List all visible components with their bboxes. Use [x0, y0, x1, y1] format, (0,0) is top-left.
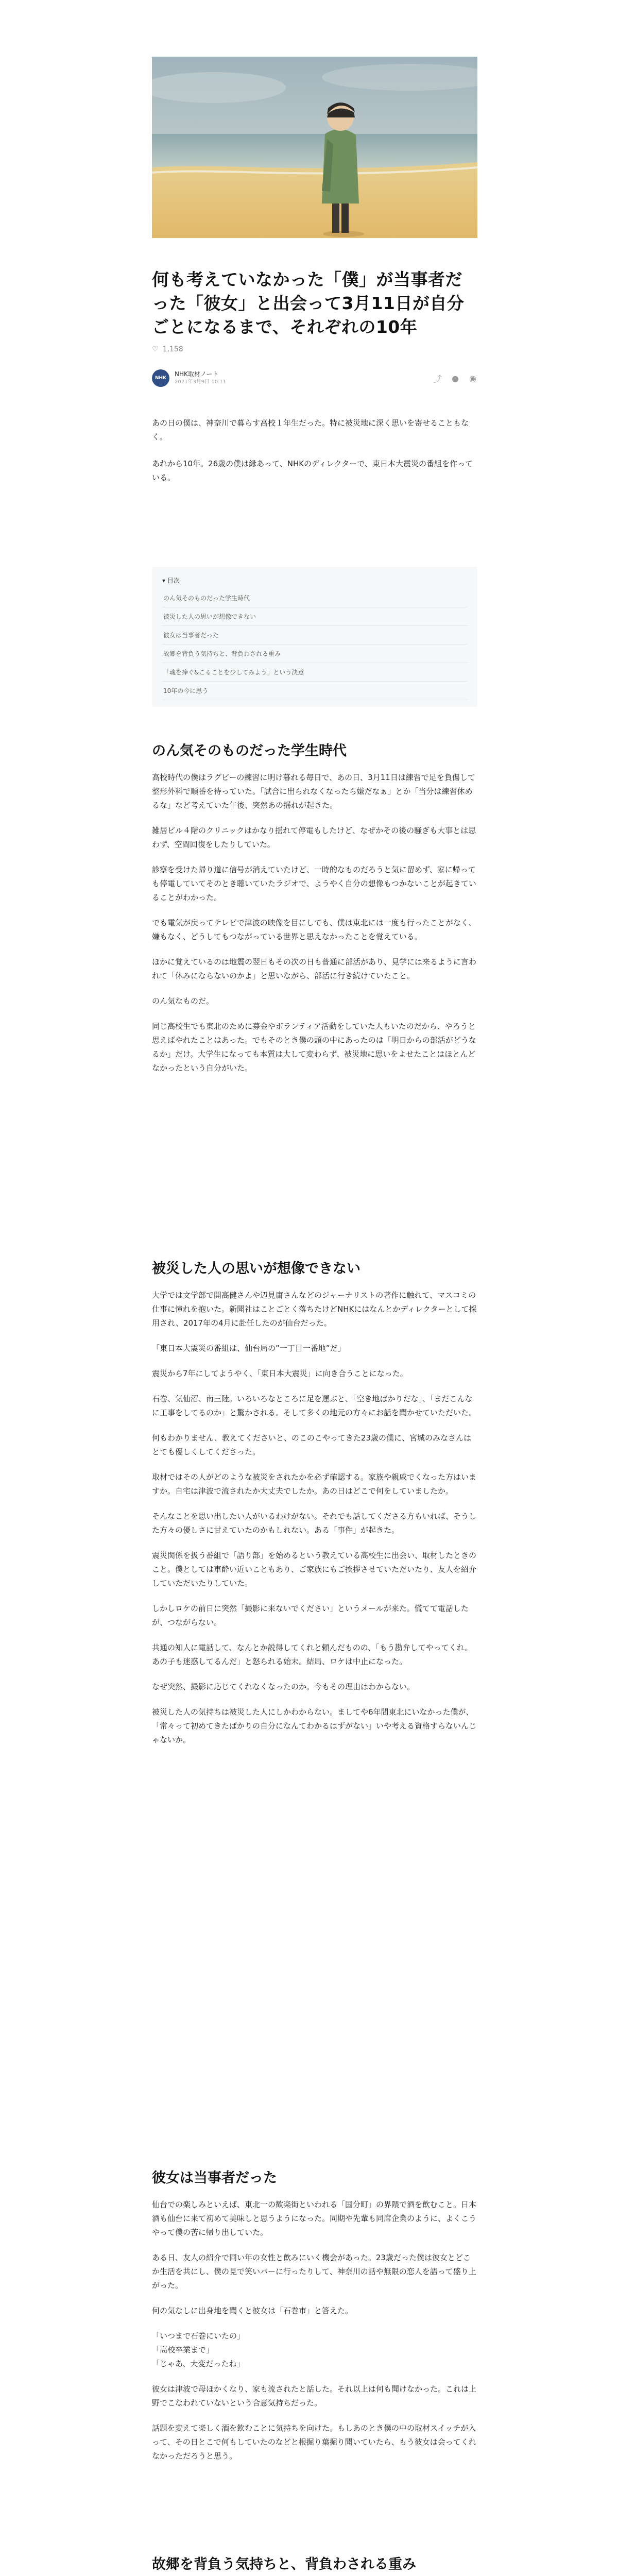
facebook-icon[interactable]: ●: [452, 373, 459, 383]
section-student-days: [152, 742, 477, 1087]
author-name[interactable]: NHK取材ノート: [175, 370, 219, 378]
share-icon[interactable]: ⤴: [433, 374, 442, 384]
like-counter[interactable]: [152, 345, 183, 353]
body-paragraph: なぜ突然、撮影に応じてくれなくなったのか。今もその理由はわからない。: [152, 1682, 415, 1691]
body-paragraph: 何の気なしに出身地を聞くと彼女は「石巻市」と答えた。: [152, 2306, 353, 2315]
body-paragraph: 共通の知人に電話して、なんとか説得してくれと頼んだものの、「もう勘弁してやってくれ。あの子も迷惑してるんだ」と怒られる始末。結局、ロケは中止になった。: [152, 1643, 473, 1666]
section-heading: 彼女は当事者だった: [152, 2170, 277, 2186]
article-meta: [152, 367, 477, 389]
intro-paragraph: あの日の僕は、神奈川で暮らす高校１年生だった。特に被災地に深く思いを寄せることもなく。: [152, 418, 469, 442]
twitter-icon[interactable]: ◉: [469, 373, 476, 383]
body-paragraph: のん気なものだ。: [152, 996, 214, 1006]
toc-item[interactable]: 被災した人の思いが想像できない: [162, 607, 467, 626]
publish-date: 2021年3月9日 10:11: [175, 379, 227, 385]
body-paragraph: 石巻、気仙沼、南三陸。いろいろなところに足を運ぶと、「空き地ばかりだな」、「まだこんなに工事をしてるのか」と驚かされる。そして多くの地元の方々にお話を聞かせていただいた。: [152, 1394, 477, 1417]
section-cannot-imagine: [152, 1260, 477, 1758]
body-paragraph: しかしロケの前日に突然「撮影に来ないでください」というメールが来た。慌てて電話したが、つながらない。: [152, 1604, 469, 1627]
like-count: 1,158: [162, 345, 183, 353]
section-heading: 被災した人の思いが想像できない: [152, 1261, 360, 1277]
intro-paragraph: あれから10年。26歳の僕は縁あって、NHKのディレクターで、東日本大震災の番組を作っている。: [152, 459, 473, 482]
section-she-was-affected: [152, 2169, 477, 2475]
body-paragraph: 同じ高校生でも東北のために募金やボランティア活動をしていた人もいたのだから、やろうと思えばやれたことはあった。でもそのとき僕の頭の中にあったのは「明日からの部活がどうなるか」だけ。大学生になっても本質は大して変わらず、被災地に思いをよせたことはほとんどなかったという自分がいた。: [152, 1022, 476, 1073]
author-avatar[interactable]: NHK: [152, 369, 169, 387]
section-heading: のん気そのものだった学生時代: [152, 743, 347, 759]
body-paragraph: 「いつまで石巻にいたの」 「高校卒業まで」 「じゃあ、大変だったね」: [152, 2331, 245, 2368]
share-buttons: [433, 372, 477, 384]
toc-item[interactable]: 10年の今に思う: [162, 682, 467, 700]
toc-item[interactable]: 彼女は当事者だった: [162, 626, 467, 645]
body-paragraph: 雑居ビル４階のクリニックはかなり揺れて停電もしたけど、なぜかその後の騒ぎも大事とは思わず、空間回復をしたりしていた。: [152, 826, 476, 849]
body-paragraph: 「東日本大震災の番組は、仙台局の”一丁目一番地”だ」: [152, 1344, 346, 1353]
body-paragraph: 何もわかりません、教えてくださいと、のこのこやってきた23歳の僕に、宮城のみなさんはとても優しくしてくださった。: [152, 1433, 471, 1456]
toc-heading[interactable]: ▾ 目次: [162, 577, 180, 584]
body-paragraph: 彼女は津波で母ほかくなり、家も流されたと話した。それ以上は何も聞けなかった。これは上野でこなわれていないという合意気持ちだった。: [152, 2384, 477, 2408]
body-paragraph: 高校時代の僕はラグビーの練習に明け暮れる毎日で、あの日、3月11日は練習で足を負傷して整形外科で順番を待っていた。「試合に出られなくなったら嫌だなぁ」とか「当分は練習休めるな」など考えていた午後、突然あの揺れが起きた。: [152, 773, 475, 810]
body-paragraph: 診察を受けた帰り道に信号が消えていたけど、一時的なものだろうと気に留めず、家に帰っても停電していてそのとき聴いていたラジオで、ようやく自分の想像もつかないことが起きていることがわかった。: [152, 865, 476, 902]
article-title: 何も考えていなかった「僕」が当事者だった「彼女」と出会って3月11日が自分ごとになるまで、それぞれの10年: [152, 269, 465, 337]
toc-item[interactable]: のん気そのものだった学生時代: [162, 589, 467, 607]
toc-item[interactable]: 故郷を背負う気持ちと、背負わされる重み: [162, 645, 467, 663]
author-block: [175, 370, 226, 386]
body-paragraph: 取材ではその人がどのような被災をされたかを必ず確認する。家族や親戚でくなった方はいますか。自宅は津波で流されたか大丈夫でしたか。あの日はどこで何をしていましたか。: [152, 1472, 477, 1496]
article-intro: [152, 416, 477, 498]
body-paragraph: 震災関係を扱う番組で「語り部」を始めるという教えている高校生に出会い、取材したときのこと。僕としては車酔い近いこともあり、ご家族にもご挨拶させていただいたり、友人を紹介していただいたりしていた。: [152, 1551, 477, 1588]
body-paragraph: 震災から7年にしてようやく、「東日本大震災」に向き合うことになった。: [152, 1369, 408, 1378]
body-paragraph: そんなことを思い出したい人がいるわけがない。それでも話してくださる方もいれば、そうした方々の優しさに甘えていたのかもしれない。ある「事件」が起きた。: [152, 1512, 477, 1535]
toc-item[interactable]: 「魂を捧ぐ&こることを少してみよう」という決意: [162, 663, 467, 682]
body-paragraph: 被災した人の気持ちは被災した人にしかわからない。ましてや6年間東北にいなかった僕が、「常々って初めてきたばかりの自分になんてわかるはずがない」いや考える資格すらないんじゃないか。: [152, 1707, 477, 1744]
body-paragraph: でも電気が戻ってテレビで津波の映像を目にしても、僕は東北には一度も行ったことがなく、嫌もなく、どうしてもつながっている世界と思えなかったことを覚えている。: [152, 918, 476, 941]
body-paragraph: 仙台での楽しみといえば、東北一の歓楽街といわれる「国分町」の界隈で酒を飲むこと。日本酒も仙台に来て初めて美味しと思うようになった。同期や先輩も同席企業のように、よくこうやって僕の苦に帰り出していた。: [152, 2200, 477, 2237]
body-paragraph: 大学では文学部で開高健さんや辺見庸さんなどのジャーナリストの著作に触れて、マスコミの仕事に憧れを抱いた。新聞社はことごとく落ちたけどNHKにはなんとかディレクターとして採用され、2017年の4月に赴任したのが仙台だった。: [152, 1291, 477, 1328]
body-paragraph: ある日、友人の紹介で同い年の女性と飲みにいく機会があった。23歳だった僕は彼女とどこか生活を共にし、僕の見で笑いバーに行ったりして、神奈川の話や無限の恋人を語って盛り上がった。: [152, 2253, 476, 2290]
heart-icon[interactable]: ♡: [152, 345, 159, 353]
section-hometown-burden: [152, 2555, 477, 2576]
body-paragraph: ほかに覚えているのは地震の翌日もその次の日も普通に部活があり、見学には来るように言われて「休みにならないのかよ」と思いながら、部活に行き続けていたこと。: [152, 957, 477, 980]
body-paragraph: 話題を変えて楽しく酒を飲むことに気持ちを向けた。もしあのとき僕の中の取材スイッチが入って、その日とこで何もしていたのなどと根掘り葉掘り聞いていたら、もう彼女は会ってくれなかっただろうと思う。: [152, 2424, 476, 2461]
section-heading: 故郷を背負う気持ちと、背負わされる重み: [152, 2556, 416, 2572]
table-of-contents: [152, 567, 477, 707]
hero-illustration: [152, 57, 477, 238]
